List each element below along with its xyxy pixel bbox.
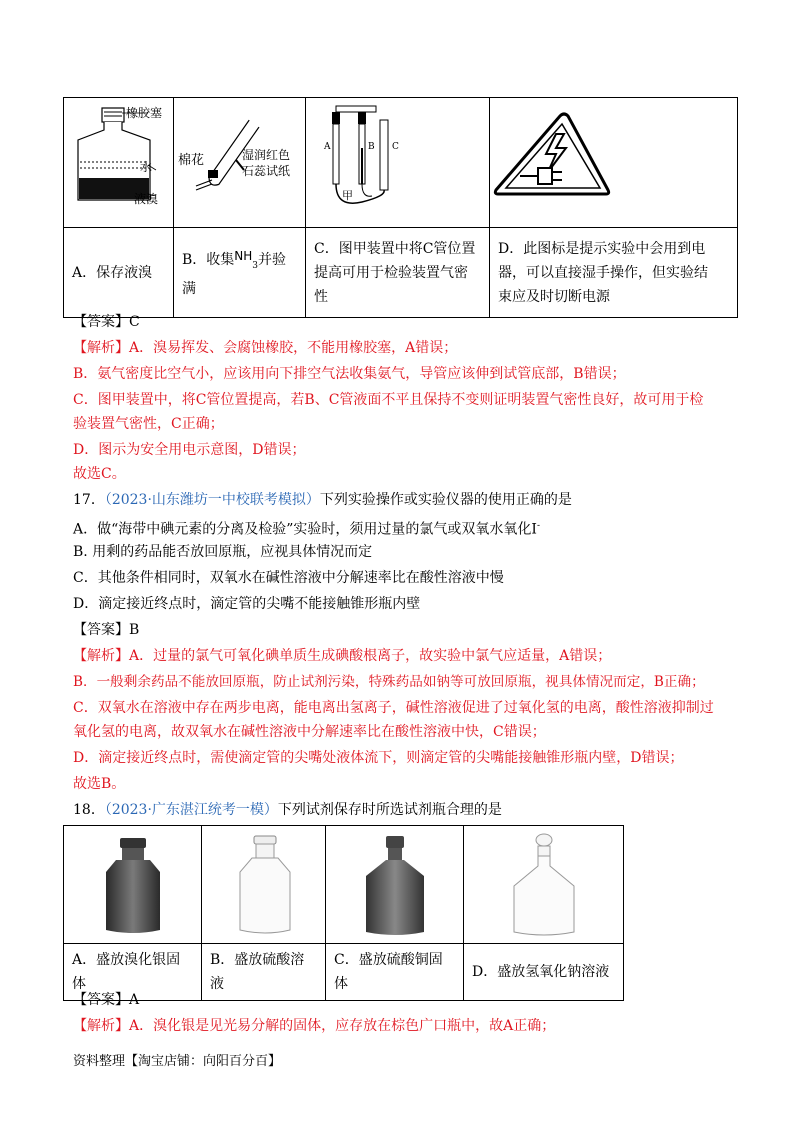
q18-caption-b: B．盛放硫酸溶液 xyxy=(202,944,326,1001)
caption-b-text-2: 并验 xyxy=(258,251,287,268)
caption-d-text-3: 束应及时切断电源 xyxy=(498,288,610,305)
q18-caption-d: D．盛放氢氧化钠溶液 xyxy=(464,944,624,1001)
q17-analysis-line-3: C．双氧水在溶液中存在两步电离，能电离出氢离子，碱性溶液促进了过氧化氢的电离，酸性溶液抑制过 xyxy=(73,700,714,716)
q18-caption-c: C．盛放硫酸铜固体 xyxy=(326,944,464,1001)
label-litmus-1: 湿润红色 xyxy=(242,148,291,162)
label-water: 水 xyxy=(140,160,153,174)
q17-analysis-line-6: 故选B。 xyxy=(73,776,126,792)
caption-d-text-2: 器，可以直接湿手操作，但实验结 xyxy=(498,264,708,281)
q16-analysis-line-5: D．图示为安全用电示意图，D错误； xyxy=(73,442,306,458)
q17-header xyxy=(73,490,572,510)
table-q16-options xyxy=(63,97,738,318)
label-tube-a: A xyxy=(324,142,331,152)
image-cell-c xyxy=(306,98,490,228)
label-jia: 甲 xyxy=(342,189,353,202)
brown-narrow-mouth-bottle-image xyxy=(326,826,464,944)
caption-b-text-1: B．收集 xyxy=(182,251,235,268)
q16-analysis-line-1: 【解析】A．溴易挥发、会腐蚀橡胶，不能用橡胶塞，A错误； xyxy=(73,340,458,356)
q17-option-a-text: A．做“海带中碘元素的分离及检验”实验时，须用过量的氯气或双氧水氧化I xyxy=(73,521,537,538)
q17-analysis-line-5: D．滴定接近终点时，需使滴定管的尖嘴处液体流下，则滴定管的尖嘴能接触锥形瓶内壁，D错误； xyxy=(73,750,684,766)
caption-b xyxy=(174,228,306,318)
q18-stem: 下列试剂保存时所选试剂瓶合理的是 xyxy=(277,802,502,818)
iodide-superscript: - xyxy=(536,521,541,531)
q17-option-c: C．其他条件相同时，双氧水在碱性溶液中分解速率比在酸性溶液中慢 xyxy=(73,570,504,586)
q18-answer: 【答案】A xyxy=(73,992,140,1008)
ammonia-subscript: 3 xyxy=(252,260,259,271)
q18-analysis-line-1: 【解析】A．溴化银是见光易分解的固体，应存放在棕色广口瓶中，故A正确； xyxy=(73,1018,556,1034)
q16-analysis-line-2: B．氨气密度比空气小，应该用向下排空气法收集氨气，导管应该伸到试管底部，B错误； xyxy=(73,366,626,382)
q16-analysis-line-3: C．图甲装置中，将C管位置提高，若B、C管液面不平且保持不变则证明装置气密性良好，故可用于检 xyxy=(73,392,704,408)
caption-d-text-1: D．此图标是提示实验中会用到电 xyxy=(498,240,706,257)
bottle-cell-c xyxy=(326,826,464,944)
table-q18-bottles xyxy=(63,825,624,1001)
clear-narrow-mouth-bottle-image xyxy=(464,826,624,944)
label-cotton: 棉花 xyxy=(178,153,205,168)
label-tube-b: B xyxy=(368,142,375,152)
caption-c xyxy=(306,228,490,318)
q17-answer: 【答案】B xyxy=(73,622,140,638)
bottle-cell-a xyxy=(64,826,202,944)
bottle-cell-b xyxy=(202,826,326,944)
q18-header xyxy=(73,800,502,820)
image-cell-a xyxy=(64,98,174,228)
label-litmus-2: 石蕊试纸 xyxy=(242,164,291,178)
q17-number: 17． xyxy=(73,492,105,508)
brown-wide-mouth-bottle-image xyxy=(64,826,202,944)
q17-option-d: D．滴定接近终点时，滴定管的尖嘴不能接触锥形瓶内壁 xyxy=(73,596,421,612)
caption-c-text-1: C．图甲装置中将C管位置 xyxy=(314,240,476,257)
bottle-cell-d xyxy=(464,826,624,944)
q17-analysis-line-1: 【解析】A．过量的氯气可氧化碘单质生成碘酸根离子，故实验中氯气应适量，A错误； xyxy=(73,648,612,664)
image-cell-d xyxy=(490,98,738,228)
label-tube-c: C xyxy=(392,142,399,152)
image-cell-b xyxy=(174,98,306,228)
label-rubber-stopper: 橡胶塞 xyxy=(126,106,163,120)
footer: 资料整理【淘宝店铺：向阳百分百】 xyxy=(73,1054,282,1069)
caption-a xyxy=(64,228,174,318)
caption-a-text: A．保存液溴 xyxy=(72,264,153,281)
caption-b-text-3: 满 xyxy=(182,281,196,298)
q17-analysis-line-4: 氧化氢的电离，故双氧水在碱性溶液中分解速率比在酸性溶液中快，C错误； xyxy=(73,724,546,740)
caption-c-text-2: 提高可用于检验装置气密性 xyxy=(314,264,468,305)
q17-option-a xyxy=(73,516,540,540)
q18-number: 18． xyxy=(73,802,105,818)
u-tube-apparatus-image xyxy=(306,98,490,228)
q17-option-b: B. 用剩的药品能否放回原瓶，应视具体情况而定 xyxy=(73,544,373,560)
q17-source: （2023·山东潍坊一中校联考模拟） xyxy=(104,492,320,508)
ammonia-formula: NH xyxy=(234,248,253,263)
q16-analysis-line-6: 故选C。 xyxy=(73,466,126,482)
q16-analysis-line-4: 验装置气密性，C正确； xyxy=(73,416,224,432)
q16-answer: 【答案】C xyxy=(73,314,140,330)
clear-wide-mouth-bottle-image xyxy=(202,826,326,944)
electric-safety-icon xyxy=(490,98,738,228)
q17-analysis-line-2: B．一般剩余药品不能放回原瓶，防止试剂污染，特殊药品如钠等可放回原瓶，视具体情况而定，B正确； xyxy=(73,674,705,690)
q18-source: （2023·广东湛江统考一模） xyxy=(104,802,278,818)
q17-stem: 下列实验操作或实验仪器的使用正确的是 xyxy=(319,492,572,508)
caption-d xyxy=(490,228,738,318)
q18-caption-a: A．盛放溴化银固体 xyxy=(64,944,202,1001)
label-liquid-bromine: 液溴 xyxy=(134,192,159,206)
